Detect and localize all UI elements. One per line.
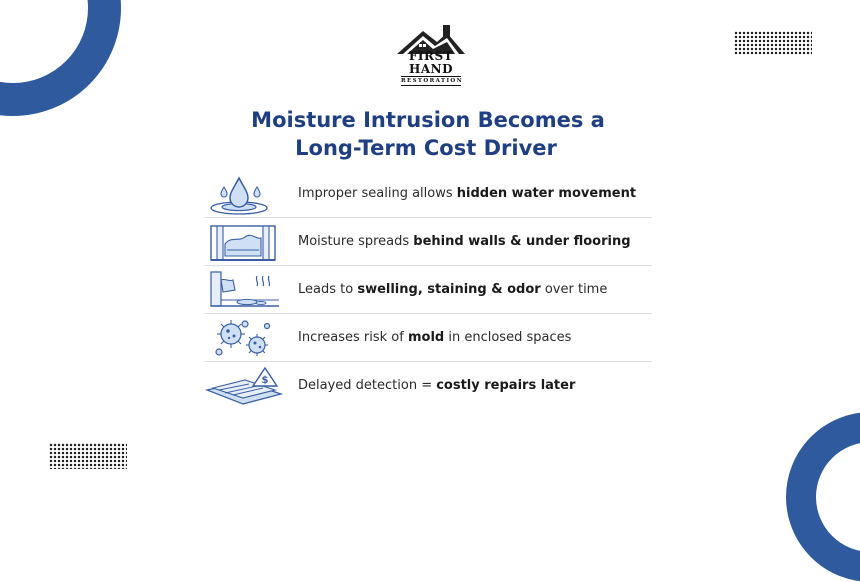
list-item-text: Increases risk of mold in enclosed spaces <box>298 330 572 345</box>
list-item <box>205 314 652 362</box>
list-item-text: Improper sealing allows hidden water movement <box>298 186 637 201</box>
list-item <box>205 170 652 218</box>
wall-moisture-icon <box>205 220 283 264</box>
decorative-arc-top-left <box>0 0 121 116</box>
costly-repair-icon <box>205 364 283 408</box>
list-item-text: Moisture spreads behind walls & under flooring <box>298 234 631 249</box>
list-item <box>205 266 652 314</box>
list-item <box>205 218 652 266</box>
dot-pattern-top-right <box>734 31 812 55</box>
dot-pattern-bottom-left <box>49 443 127 469</box>
page-title-line-2: Long-Term Cost Driver <box>295 136 557 160</box>
mold-spores-icon <box>205 316 283 360</box>
feature-list <box>205 170 652 409</box>
page-title-line-1: Moisture Intrusion Becomes a <box>251 108 605 132</box>
list-item-text: Leads to swelling, staining & odor over time <box>298 282 608 297</box>
logo-subtitle: RESTORATION <box>401 78 464 84</box>
decorative-arc-bottom-right <box>786 412 860 582</box>
list-item-text: Delayed detection = costly repairs later <box>298 378 576 393</box>
water-drop-icon <box>205 172 283 216</box>
list-item <box>205 362 652 409</box>
floor-damage-icon <box>205 268 283 312</box>
company-logo <box>393 22 469 84</box>
svg-text:$: $ <box>261 375 269 386</box>
logo-wordmark: FIRST HAND <box>408 49 454 76</box>
